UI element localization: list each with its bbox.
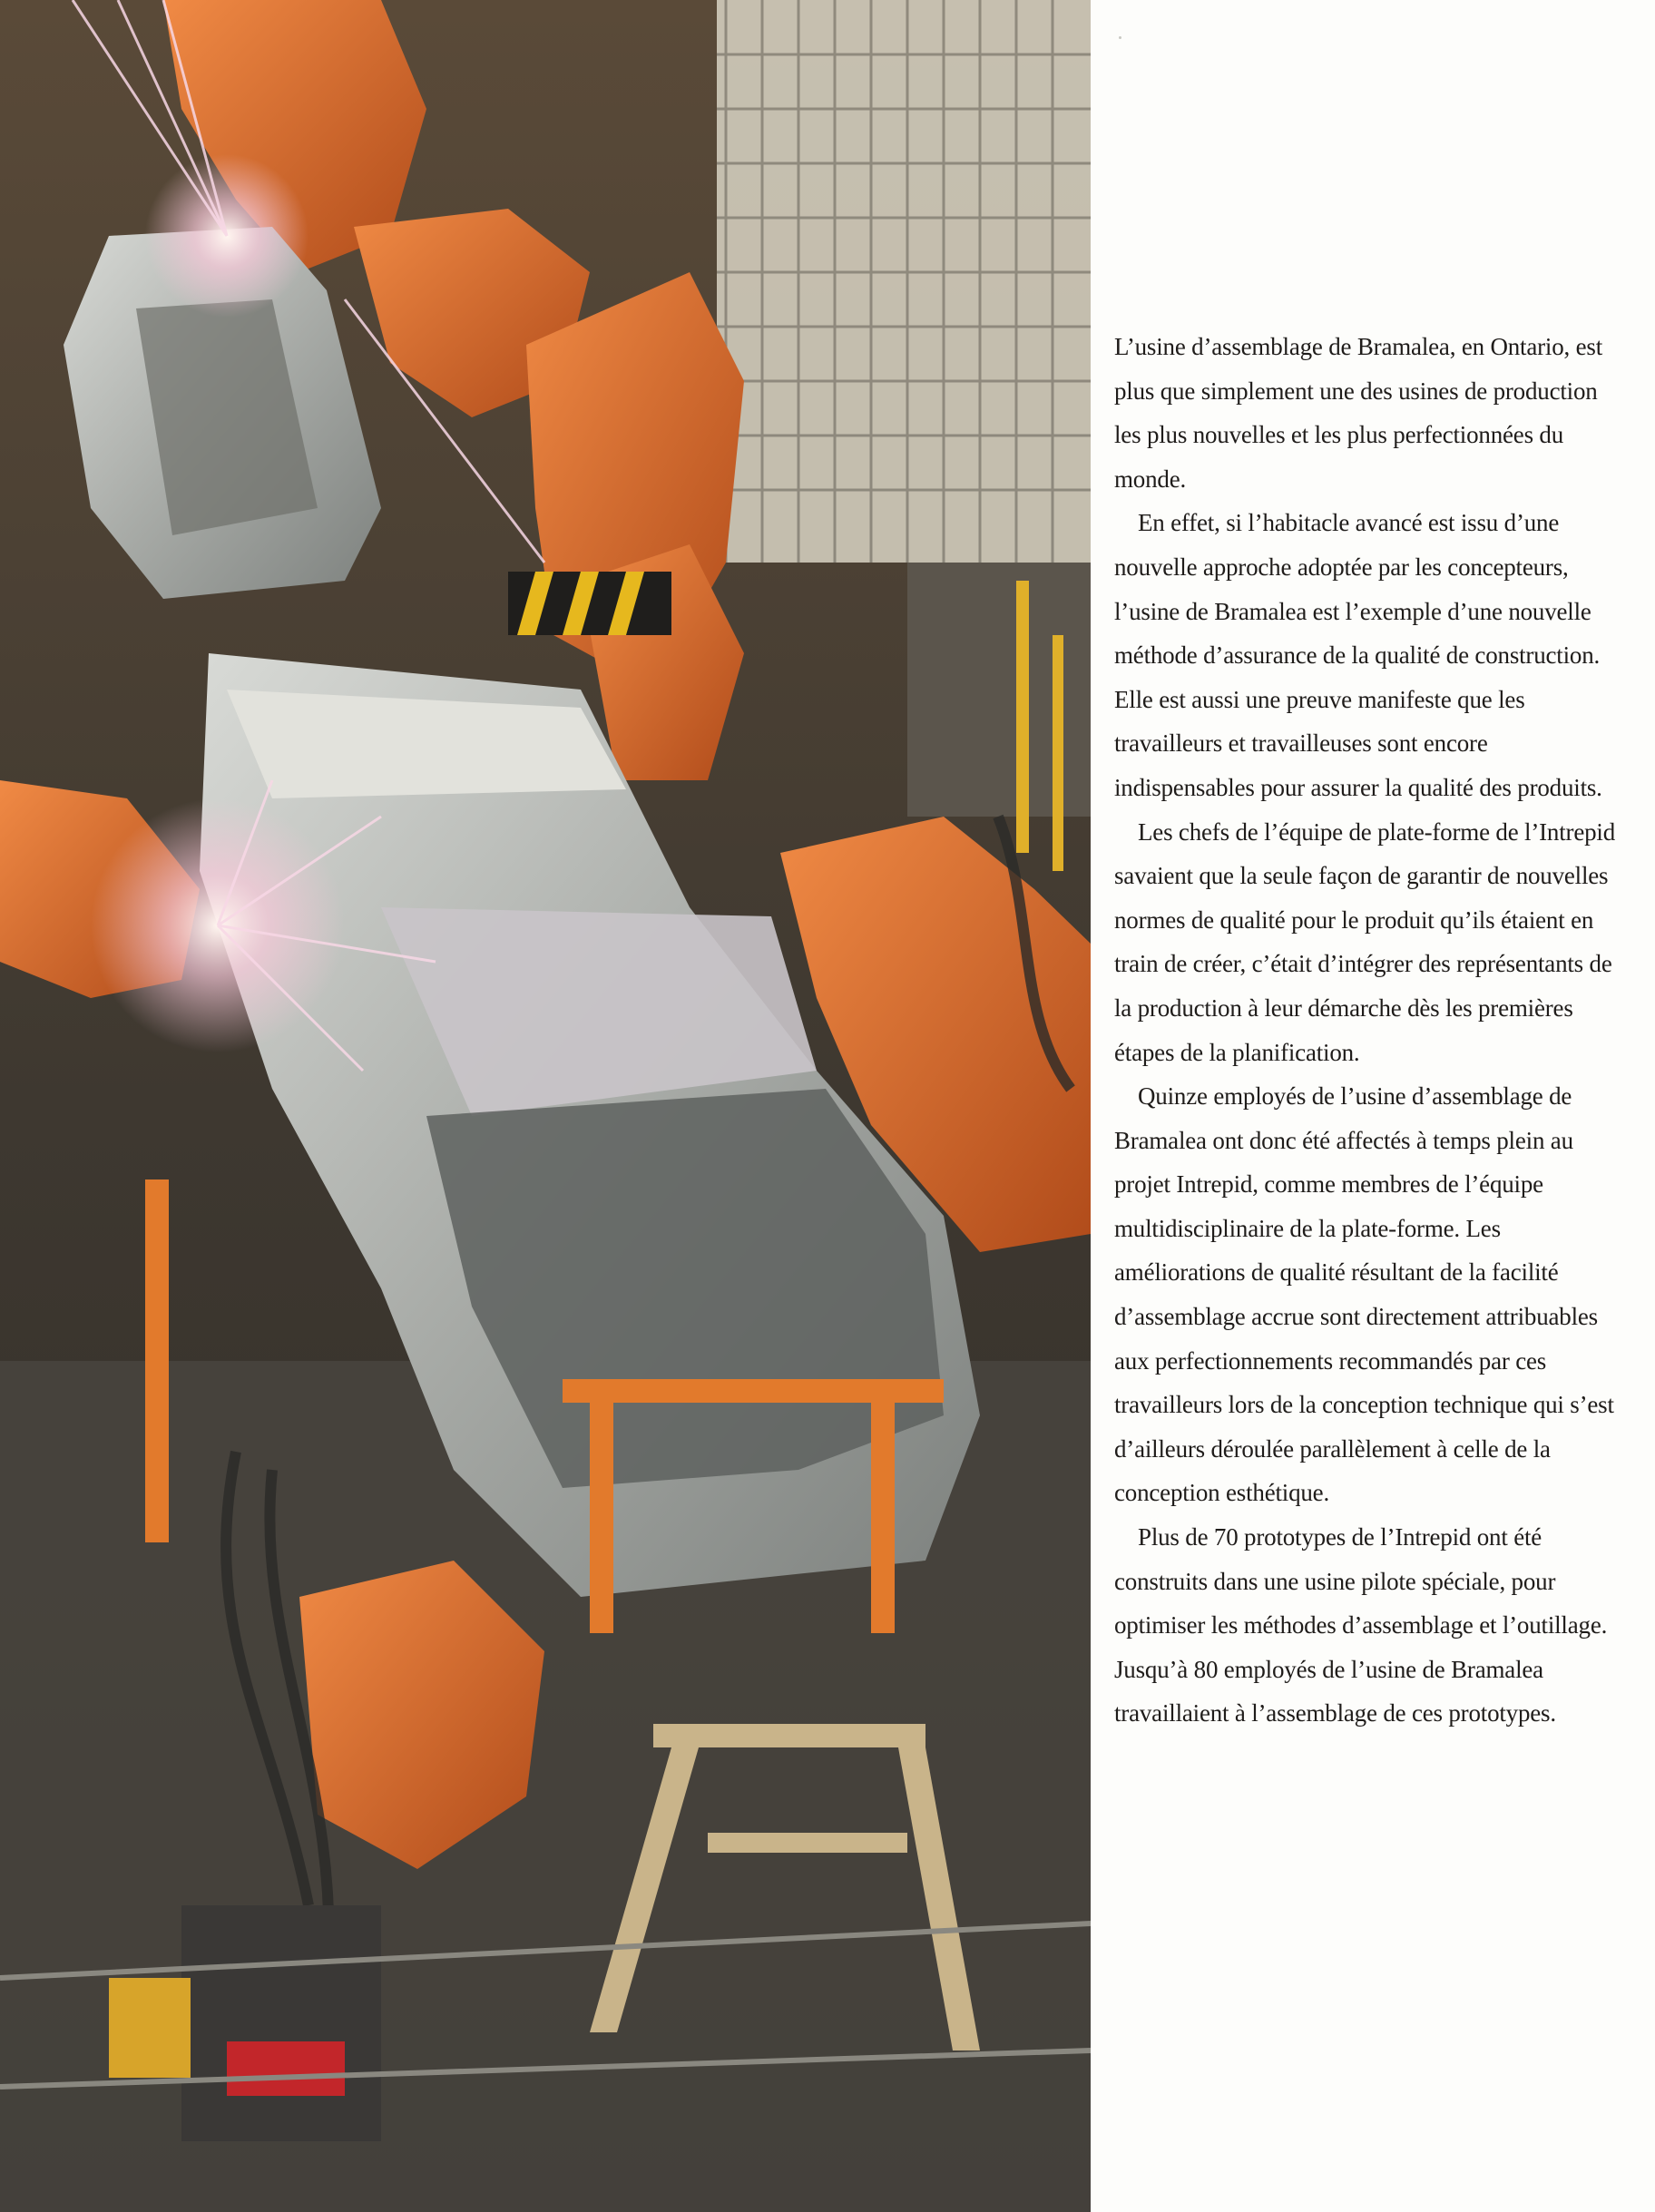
paragraph-cockpit: En effet, si l’habitacle avancé est issu d’une nouvelle approche adoptée par les concepteurs, l’usine de Bramalea est l’exemple d’une nouvelle méthode d’assurance de la qualité de construction. Elle est aussi une preuve manifeste que les travailleurs et travailleuses sont encore indispensables pour assurer la qualité des produits. — [1114, 509, 1602, 801]
paragraph-prototypes: Plus de 70 prototypes de l’Intrepid ont été construits dans une usine pilote spéciale, pour optimiser les méthodes d’assemblage et l’outillage. Jusqu’à 80 employés de l’usine de Bramalea travaillaient à l’assemblage de ces prototypes. — [1114, 1523, 1608, 1728]
paragraph-employees: Quinze employés de l’usine d’assemblage de Bramalea ont donc été affectés à temps plein au projet Intrepid, comme membres de l’équipe multidisciplinaire de la plate-forme. Les améliorations de qualité résultant de la facilité d’assemblage accrue sont directement attribuables aux perfectionnements recommandés par ces travailleurs lors de la conception technique qui s’est d’ailleurs déroulée parallèlement à celle de la conception esthétique. — [1114, 1082, 1614, 1507]
article-text — [1114, 325, 1622, 1736]
paragraph-intro: L’usine d’assemblage de Bramalea, en Ontario, est plus que simplement une des usines de production les plus nouvelles et les plus perfectionnées du monde. — [1114, 333, 1603, 493]
safety-cage — [717, 0, 1091, 563]
paper-speck — [1119, 36, 1121, 39]
paragraph-platform-team: Les chefs de l’équipe de plate-forme de l’Intrepid savaient que la seule façon de garantir de nouvelles normes de qualité pour le produit qu’ils étaient en train de créer, c’était d’intégrer des représentants de la production à leur démarche dès les premières étapes de la planification. — [1114, 817, 1616, 1066]
hazard-base — [508, 572, 671, 635]
